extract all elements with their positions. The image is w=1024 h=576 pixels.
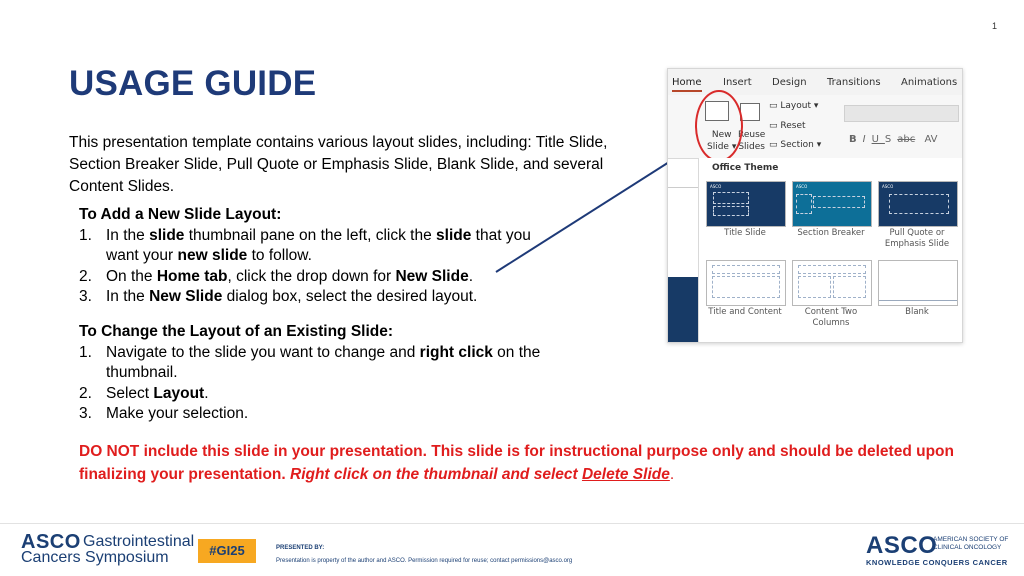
asco-logo-right: ASCO: [866, 532, 938, 559]
add-step-2: 2. On the Home tab, click the drop down for New Slide.: [79, 267, 549, 288]
tab-insert[interactable]: Insert: [723, 77, 752, 88]
layout-label-title-content: Title and Content: [708, 307, 782, 317]
layout-label-two-columns: Content Two Columns: [804, 307, 858, 328]
slide-thumbnail-pane[interactable]: [668, 159, 699, 342]
layout-label-blank: Blank: [905, 307, 929, 317]
page-number: 1: [991, 21, 997, 31]
warning-text: DO NOT include this slide in your presentation. This slide is for instructional purpose only and should be deleted upon finalizing your presentation.: [79, 443, 954, 483]
add-step-1: 1. In the slide thumbnail pane on the left, click the slide that you want your new slide to follow.: [79, 226, 531, 264]
footer-divider: [0, 523, 1024, 524]
section-menu[interactable]: ▭ Section ▾: [769, 140, 822, 150]
reuse-slides-icon[interactable]: [740, 103, 760, 121]
hashtag-badge: #GI25: [198, 539, 256, 563]
change-step-2: 2. Select Layout.: [79, 384, 549, 405]
tab-animations[interactable]: Animations: [901, 77, 958, 88]
tab-home[interactable]: Home: [672, 77, 702, 88]
layout-thumb-two-columns[interactable]: [792, 260, 872, 306]
footer-logo-gastrointestinal: Gastrointestinal: [83, 533, 195, 550]
change-step-3: 3. Make your selection.: [79, 404, 549, 425]
footer-logo-symposium: Cancers Symposium: [21, 549, 169, 566]
add-step-3: 3. In the New Slide dialog box, select the desired layout.: [79, 287, 549, 308]
layout-thumb-section-breaker[interactable]: ASCO: [792, 181, 872, 227]
format-icons[interactable]: BIUSabc AV: [849, 134, 938, 145]
step-number: 2.: [79, 267, 92, 285]
page-title: USAGE GUIDE: [69, 64, 317, 103]
ribbon-screenshot: [667, 68, 963, 343]
layout-label-pull-quote: Pull Quote or Emphasis Slide: [884, 228, 950, 249]
footer-logo-asco: ASCO: [21, 531, 81, 553]
tab-design[interactable]: Design: [772, 77, 807, 88]
warning-instruction: Right click on the thumbnail and select: [290, 466, 582, 483]
change-layout-heading: To Change the Layout of an Existing Slide:: [79, 323, 394, 340]
change-step-1: 1. Navigate to the slide you want to change and right click on the thumbnail.: [79, 343, 541, 381]
layout-thumb-blank[interactable]: [878, 260, 958, 306]
step-number: 3.: [79, 288, 92, 305]
layout-menu[interactable]: ▭ Layout ▾: [769, 101, 819, 111]
reset-button[interactable]: ▭ Reset: [769, 121, 806, 131]
layout-thumb-title-slide[interactable]: ASCO: [706, 181, 786, 227]
layout-thumb-pull-quote[interactable]: ASCO: [878, 181, 958, 227]
layout-thumb-title-content[interactable]: [706, 260, 786, 306]
font-name-box[interactable]: [844, 105, 959, 122]
step-number: 1.: [79, 226, 92, 244]
intro-paragraph: This presentation template contains various layout slides, including: Title Slide, Section Breaker Slide, Pull Quote or Emphasis Slide, Blank Slide, and several Content Slides.: [69, 134, 608, 195]
asco-tagline: KNOWLEDGE CONQUERS CANCER: [866, 558, 1008, 567]
step-number: 3.: [79, 405, 92, 422]
warning-note: DO NOT include this slide in your presentation. This slide is for instructional purpose only and should be deleted upon finalizing your presentation. Right click on the thumbnail and select Delete Slide.: [79, 443, 954, 483]
step-number: 2.: [79, 384, 92, 402]
permission-notice: Presentation is property of the author and ASCO. Permission required for reuse; contact permissions@asco.org: [276, 558, 573, 564]
layout-label-title-slide: Title Slide: [724, 228, 766, 238]
presented-by-label: PRESENTED BY:: [276, 545, 325, 551]
new-slide-highlight-circle: [695, 90, 743, 162]
delete-slide-link: Delete Slide: [581, 466, 670, 483]
reuse-slides-button[interactable]: Reuse Slides: [738, 130, 766, 152]
tab-transitions[interactable]: Transitions: [827, 77, 881, 88]
layout-label-section-breaker: Section Breaker: [797, 228, 865, 238]
step-number: 1.: [79, 343, 92, 361]
add-slide-heading: To Add a New Slide Layout:: [79, 206, 282, 223]
new-slide-button[interactable]: New Slide ▾: [707, 130, 737, 152]
layout-gallery: [699, 158, 962, 342]
asco-society-name: AMERICAN SOCIETY OF CLINICAL ONCOLOGY: [933, 536, 1009, 551]
gallery-title: Office Theme: [712, 163, 779, 173]
